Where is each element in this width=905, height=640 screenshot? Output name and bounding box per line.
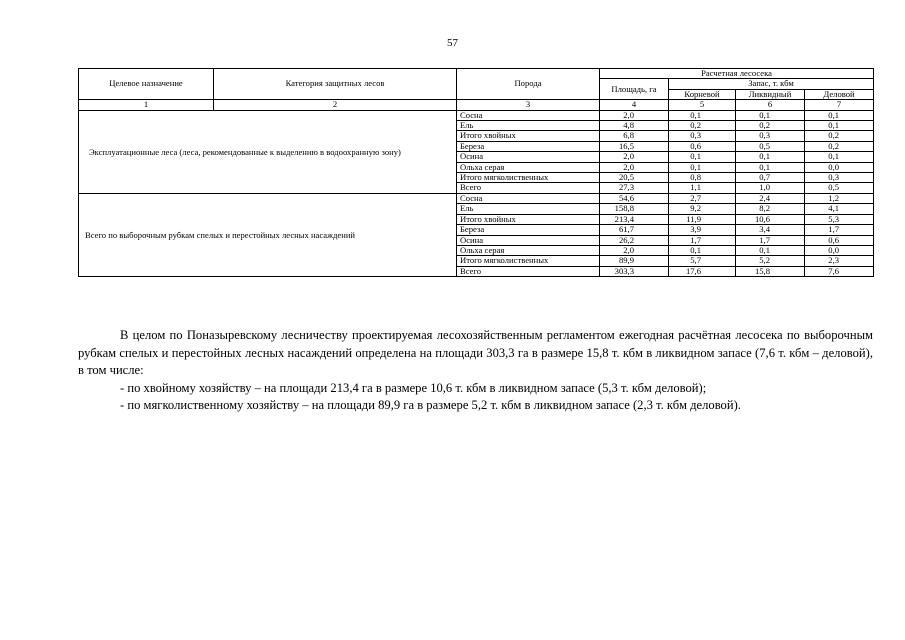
value-cell: 7,6: [805, 266, 874, 276]
value-cell: 1,7: [736, 235, 805, 245]
header-estimated-cut: Расчетная лесосека: [600, 69, 874, 79]
value-cell: 16,5: [600, 141, 669, 151]
species-cell: Береза: [457, 225, 600, 235]
value-cell: 0,8: [669, 173, 736, 183]
value-cell: 20,5: [600, 173, 669, 183]
col-number: 1: [79, 100, 214, 110]
header-business: Деловой: [805, 89, 874, 99]
col-number: 3: [457, 100, 600, 110]
table-row: [79, 193, 874, 203]
value-cell: 1,2: [805, 193, 874, 203]
value-cell: 54,6: [600, 193, 669, 203]
species-cell: Итого хвойных: [457, 131, 600, 141]
value-cell: 0,3: [736, 131, 805, 141]
value-cell: 0,1: [805, 152, 874, 162]
value-cell: 1,1: [669, 183, 736, 193]
forest-category-label: Эксплуатационные леса (леса, рекомендованные к выделению в водоохранную зону): [79, 110, 457, 193]
summary-item-conifer: - по хвойному хозяйству – на площади 213,4 га в размере 10,6 т. кбм в ликвидном запасе (5,3 т. кбм деловой);: [120, 380, 707, 395]
value-cell: 0,2: [669, 121, 736, 131]
header-liquid: Ликвидный: [736, 89, 805, 99]
table-row: [79, 110, 874, 120]
species-cell: Всего: [457, 183, 600, 193]
species-cell: Ель: [457, 121, 600, 131]
value-cell: 3,4: [736, 225, 805, 235]
value-cell: 5,2: [736, 256, 805, 266]
value-cell: 0,1: [805, 110, 874, 120]
value-cell: 2,4: [736, 193, 805, 203]
value-cell: 303,3: [600, 266, 669, 276]
header-root: Корневой: [669, 89, 736, 99]
species-cell: Осина: [457, 152, 600, 162]
species-cell: Итого мягколиственных: [457, 256, 600, 266]
value-cell: 213,4: [600, 214, 669, 224]
value-cell: 0,1: [736, 152, 805, 162]
value-cell: 0,6: [805, 235, 874, 245]
value-cell: 9,2: [669, 204, 736, 214]
summary-paragraph: В целом по Поназыревскому лесничеству проектируемая лесохозяйственным регламентом ежегодная расчётная лесосека по выборочным рубкам спелых и перестойных лесных насаждений определена на площади 303,3 га в размере 15,8 т. кбм в ликвидном запасе (7,6 т. кбм – деловой), в том числе:: [78, 328, 873, 377]
value-cell: 5,7: [669, 256, 736, 266]
value-cell: 8,2: [736, 204, 805, 214]
value-cell: 5,3: [805, 214, 874, 224]
value-cell: 0,3: [669, 131, 736, 141]
value-cell: 1,7: [805, 225, 874, 235]
value-cell: 26,2: [600, 235, 669, 245]
value-cell: 0,1: [669, 110, 736, 120]
summary-text: [78, 327, 873, 415]
species-cell: Береза: [457, 141, 600, 151]
value-cell: 0,3: [805, 173, 874, 183]
value-cell: 2,7: [669, 193, 736, 203]
value-cell: 2,0: [600, 152, 669, 162]
col-number: 2: [214, 100, 457, 110]
value-cell: 2,0: [600, 245, 669, 255]
value-cell: 0,1: [736, 110, 805, 120]
value-cell: 0,1: [736, 245, 805, 255]
value-cell: 2,3: [805, 256, 874, 266]
value-cell: 1,0: [736, 183, 805, 193]
value-cell: 6,8: [600, 131, 669, 141]
value-cell: 10,6: [736, 214, 805, 224]
column-number-row: [79, 100, 874, 110]
header-species: Порода: [457, 69, 600, 100]
value-cell: 15,8: [736, 266, 805, 276]
value-cell: 61,7: [600, 225, 669, 235]
value-cell: 2,0: [600, 110, 669, 120]
value-cell: 0,2: [736, 121, 805, 131]
value-cell: 0,7: [736, 173, 805, 183]
value-cell: 1,7: [669, 235, 736, 245]
header-stock: Запас, т. кбм: [669, 79, 874, 89]
col-number: 5: [669, 100, 736, 110]
value-cell: 0,2: [805, 141, 874, 151]
species-cell: Сосна: [457, 110, 600, 120]
species-cell: Итого хвойных: [457, 214, 600, 224]
value-cell: 11,9: [669, 214, 736, 224]
species-cell: Всего: [457, 266, 600, 276]
value-cell: 0,2: [805, 131, 874, 141]
species-cell: Ольха серая: [457, 162, 600, 172]
value-cell: 0,1: [805, 121, 874, 131]
summary-item-softwood: - по мягколиственному хозяйству – на площади 89,9 га в размере 5,2 т. кбм в ликвидном запасе (2,3 т. кбм деловой).: [120, 398, 741, 412]
value-cell: 0,0: [805, 245, 874, 255]
value-cell: 89,9: [600, 256, 669, 266]
value-cell: 27,3: [600, 183, 669, 193]
header-purpose: Целевое назначение: [79, 69, 214, 100]
value-cell: 2,0: [600, 162, 669, 172]
header-category: Категория защитных лесов: [214, 69, 457, 100]
header-area: Площадь, га: [600, 79, 669, 100]
forest-category-label: Всего по выборочным рубкам спелых и перестойных лесных насаждений: [79, 193, 457, 276]
col-number: 4: [600, 100, 669, 110]
col-number: 6: [736, 100, 805, 110]
value-cell: 4,1: [805, 204, 874, 214]
species-cell: Осина: [457, 235, 600, 245]
value-cell: 0,5: [805, 183, 874, 193]
value-cell: 0,6: [669, 141, 736, 151]
value-cell: 4,8: [600, 121, 669, 131]
species-cell: Итого мягколиственных: [457, 173, 600, 183]
value-cell: 3,9: [669, 225, 736, 235]
col-number: 7: [805, 100, 874, 110]
value-cell: 0,0: [805, 162, 874, 172]
value-cell: 158,8: [600, 204, 669, 214]
species-cell: Ольха серая: [457, 245, 600, 255]
species-cell: Сосна: [457, 193, 600, 203]
estimated-cut-table: [78, 68, 874, 277]
value-cell: 0,1: [669, 162, 736, 172]
value-cell: 0,5: [736, 141, 805, 151]
page-number: 57: [447, 37, 458, 49]
value-cell: 0,1: [669, 245, 736, 255]
value-cell: 17,6: [669, 266, 736, 276]
value-cell: 0,1: [669, 152, 736, 162]
value-cell: 0,1: [736, 162, 805, 172]
species-cell: Ель: [457, 204, 600, 214]
